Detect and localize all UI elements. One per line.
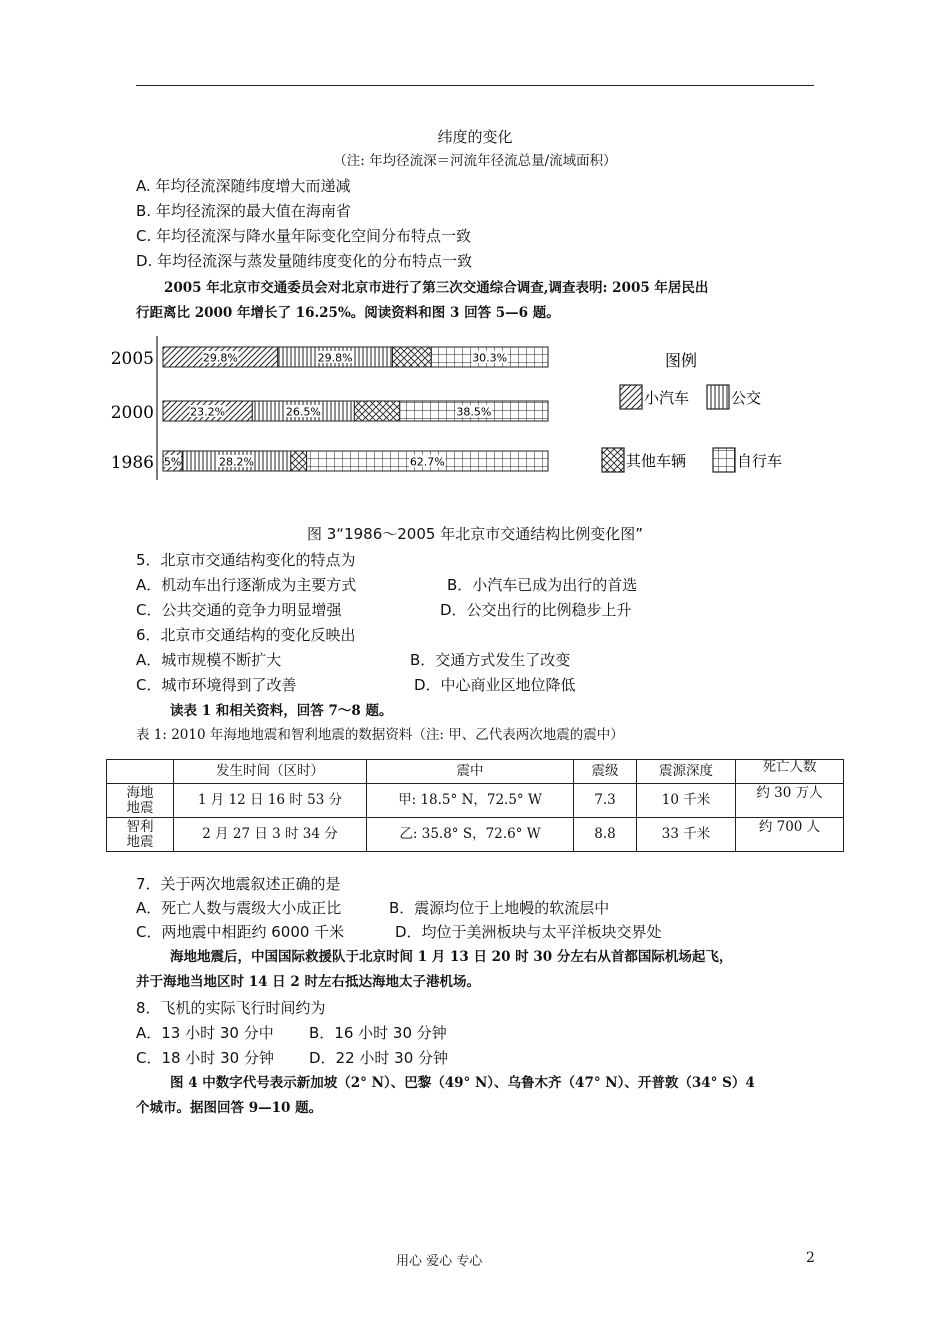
- q5-stem: 5．北京市交通结构变化的特点为: [136, 551, 356, 569]
- header-cell: 震级: [574, 760, 637, 784]
- deaths-cell: 约 700 人: [736, 818, 844, 852]
- footer-motto: 用心 爱心 专心: [396, 1254, 483, 1269]
- q8-option-d: D．22 小时 30 分钟: [309, 1049, 449, 1067]
- time-cell: 1 月 12 日 16 时 53 分: [174, 784, 367, 818]
- magnitude-cell: 8.8: [574, 818, 637, 852]
- legend-label: 小汽车: [644, 389, 690, 407]
- passage-4-line-1: 图 4 中数字代号表示新加坡（2° N）、巴黎（49° N）、乌鲁木齐（47° N）、开普敦（34° S）4: [170, 1075, 755, 1091]
- q8-stem: 8．飞机的实际飞行时间约为: [136, 999, 326, 1017]
- header-cell: 震中: [367, 760, 574, 784]
- data-label: 23.2%: [190, 405, 226, 419]
- passage-3-line-2: 并于海地当地区时 14 日 2 时左右抵达海地太子港机场。: [136, 974, 480, 990]
- data-label: 28.2%: [219, 455, 255, 469]
- q6-option-c: C．城市环境得到了改善: [136, 676, 297, 694]
- q6-option-d: D．中心商业区地位降低: [414, 676, 576, 694]
- legend-label: 公交: [731, 389, 762, 407]
- data-label: 29.8%: [202, 351, 238, 365]
- option-d: D. 年均径流深与蒸发量随纬度变化的分布特点一致: [136, 252, 473, 270]
- data-label: 29.8%: [317, 351, 353, 365]
- q5-option-c: C．公共交通的竞争力明显增强: [136, 601, 342, 619]
- q7-stem: 7．关于两次地震叙述正确的是: [136, 875, 341, 893]
- passage-4-line-2: 个城市。据图回答 9—10 题。: [136, 1100, 323, 1116]
- legend-title: 图例: [665, 351, 698, 370]
- figure-caption: 纬度的变化: [437, 128, 513, 146]
- passage-1-line-1: 2005 年北京市交通委员会对北京市进行了第三次交通综合调查,调查表明: 2005 年居民出: [164, 280, 709, 296]
- depth-cell: 10 千米: [637, 784, 736, 818]
- data-label: 62.7%: [409, 455, 445, 469]
- header-cell: 发生时间（区时）: [174, 760, 367, 784]
- q5-option-b: B．小汽车已成为出行的首选: [447, 576, 638, 594]
- deaths-cell: 约 30 万人: [736, 784, 844, 818]
- q6-option-b: B．交通方式发生了改变: [410, 651, 571, 669]
- row-name-cell: [107, 784, 174, 818]
- legend-swatch: [620, 385, 642, 409]
- q6-option-a: A．城市规模不断扩大: [136, 651, 282, 669]
- epicenter-cell: 甲: 18.5° N，72.5° W: [367, 784, 574, 818]
- table-title: 表 1: 2010 年海地地震和智利地震的数据资料（注: 甲、乙代表两次地震的震中）: [136, 727, 624, 743]
- time-cell: 2 月 27 日 3 时 34 分: [174, 818, 367, 852]
- row-name: 海地: [126, 784, 154, 801]
- page-number: 2: [806, 1250, 815, 1266]
- option-b: B. 年均径流深的最大值在海南省: [136, 202, 351, 220]
- option-c: C. 年均径流深与降水量年际变化空间分布特点一致: [136, 227, 472, 245]
- row-name: 地震: [126, 833, 154, 850]
- q7-option-c: C．两地震中相距约 6000 千米: [136, 923, 345, 941]
- depth-cell: 33 千米: [637, 818, 736, 852]
- q7-option-b: B．震源均位于上地幔的软流层中: [389, 899, 610, 917]
- passage-1-line-2: 行距离比 2000 年增长了 16.25%。阅读资料和图 3 回答 5—6 题。: [136, 305, 560, 321]
- legend-label: 自行车: [737, 452, 783, 470]
- legend-swatch: [602, 448, 624, 472]
- data-label: 38.5%: [456, 405, 492, 419]
- data-label: 5%: [163, 455, 182, 469]
- q8-option-a: A．13 小时 30 分中: [136, 1024, 274, 1042]
- category-label: 1986: [110, 453, 154, 473]
- magnitude-cell: 7.3: [574, 784, 637, 818]
- category-label: 2000: [110, 403, 154, 423]
- header-rule: [136, 85, 814, 86]
- row-name: 智利: [126, 818, 154, 835]
- bar-segment: [291, 451, 307, 471]
- epicenter-cell: 乙: 35.8° S，72.6° W: [367, 818, 574, 852]
- legend-swatch: [713, 448, 735, 472]
- header-cell: 死亡人数: [736, 760, 844, 784]
- q5-option-a: A．机动车出行逐渐成为主要方式: [136, 576, 357, 594]
- table-row: [107, 818, 844, 852]
- option-a: A. 年均径流深随纬度增大而递减: [136, 177, 351, 195]
- category-label: 2005: [110, 349, 154, 369]
- table-row: [107, 784, 844, 818]
- data-label: 26.5%: [285, 405, 321, 419]
- legend-swatch: [707, 385, 729, 409]
- table-header-row: [107, 760, 844, 784]
- bar-segment: [392, 347, 431, 367]
- legend-label: 其他车辆: [626, 452, 687, 470]
- q7-option-a: A．死亡人数与震级大小成正比: [136, 899, 342, 917]
- q8-option-b: B．16 小时 30 分钟: [309, 1024, 447, 1042]
- data-label: 30.3%: [472, 351, 508, 365]
- header-cell: 震源深度: [637, 760, 736, 784]
- q6-stem: 6．北京市交通结构的变化反映出: [136, 626, 356, 644]
- q5-option-d: D．公交出行的比例稳步上升: [440, 601, 632, 619]
- q8-option-c: C．18 小时 30 分钟: [136, 1049, 274, 1067]
- q7-option-d: D．均位于美洲板块与太平洋板块交界处: [395, 923, 662, 941]
- passage-2-lead: 读表 1 和相关资料，回答 7～8 题。: [170, 703, 393, 719]
- quake-table: [106, 759, 844, 852]
- passage-3-line-1: 海地地震后，中国国际救援队于北京时间 1 月 13 日 20 时 30 分左右从首都国际机场起飞，: [170, 949, 733, 965]
- transport-chart: [110, 330, 810, 490]
- figure-note: （注: 年均径流深＝河流年径流总量/流域面积）: [333, 153, 617, 169]
- row-name-cell: [107, 818, 174, 852]
- row-name: 地震: [126, 799, 154, 816]
- header-cell: [107, 760, 174, 784]
- bar-segment: [354, 401, 399, 421]
- chart-title: 图 3“1986～2005 年北京市交通结构比例变化图”: [307, 525, 643, 543]
